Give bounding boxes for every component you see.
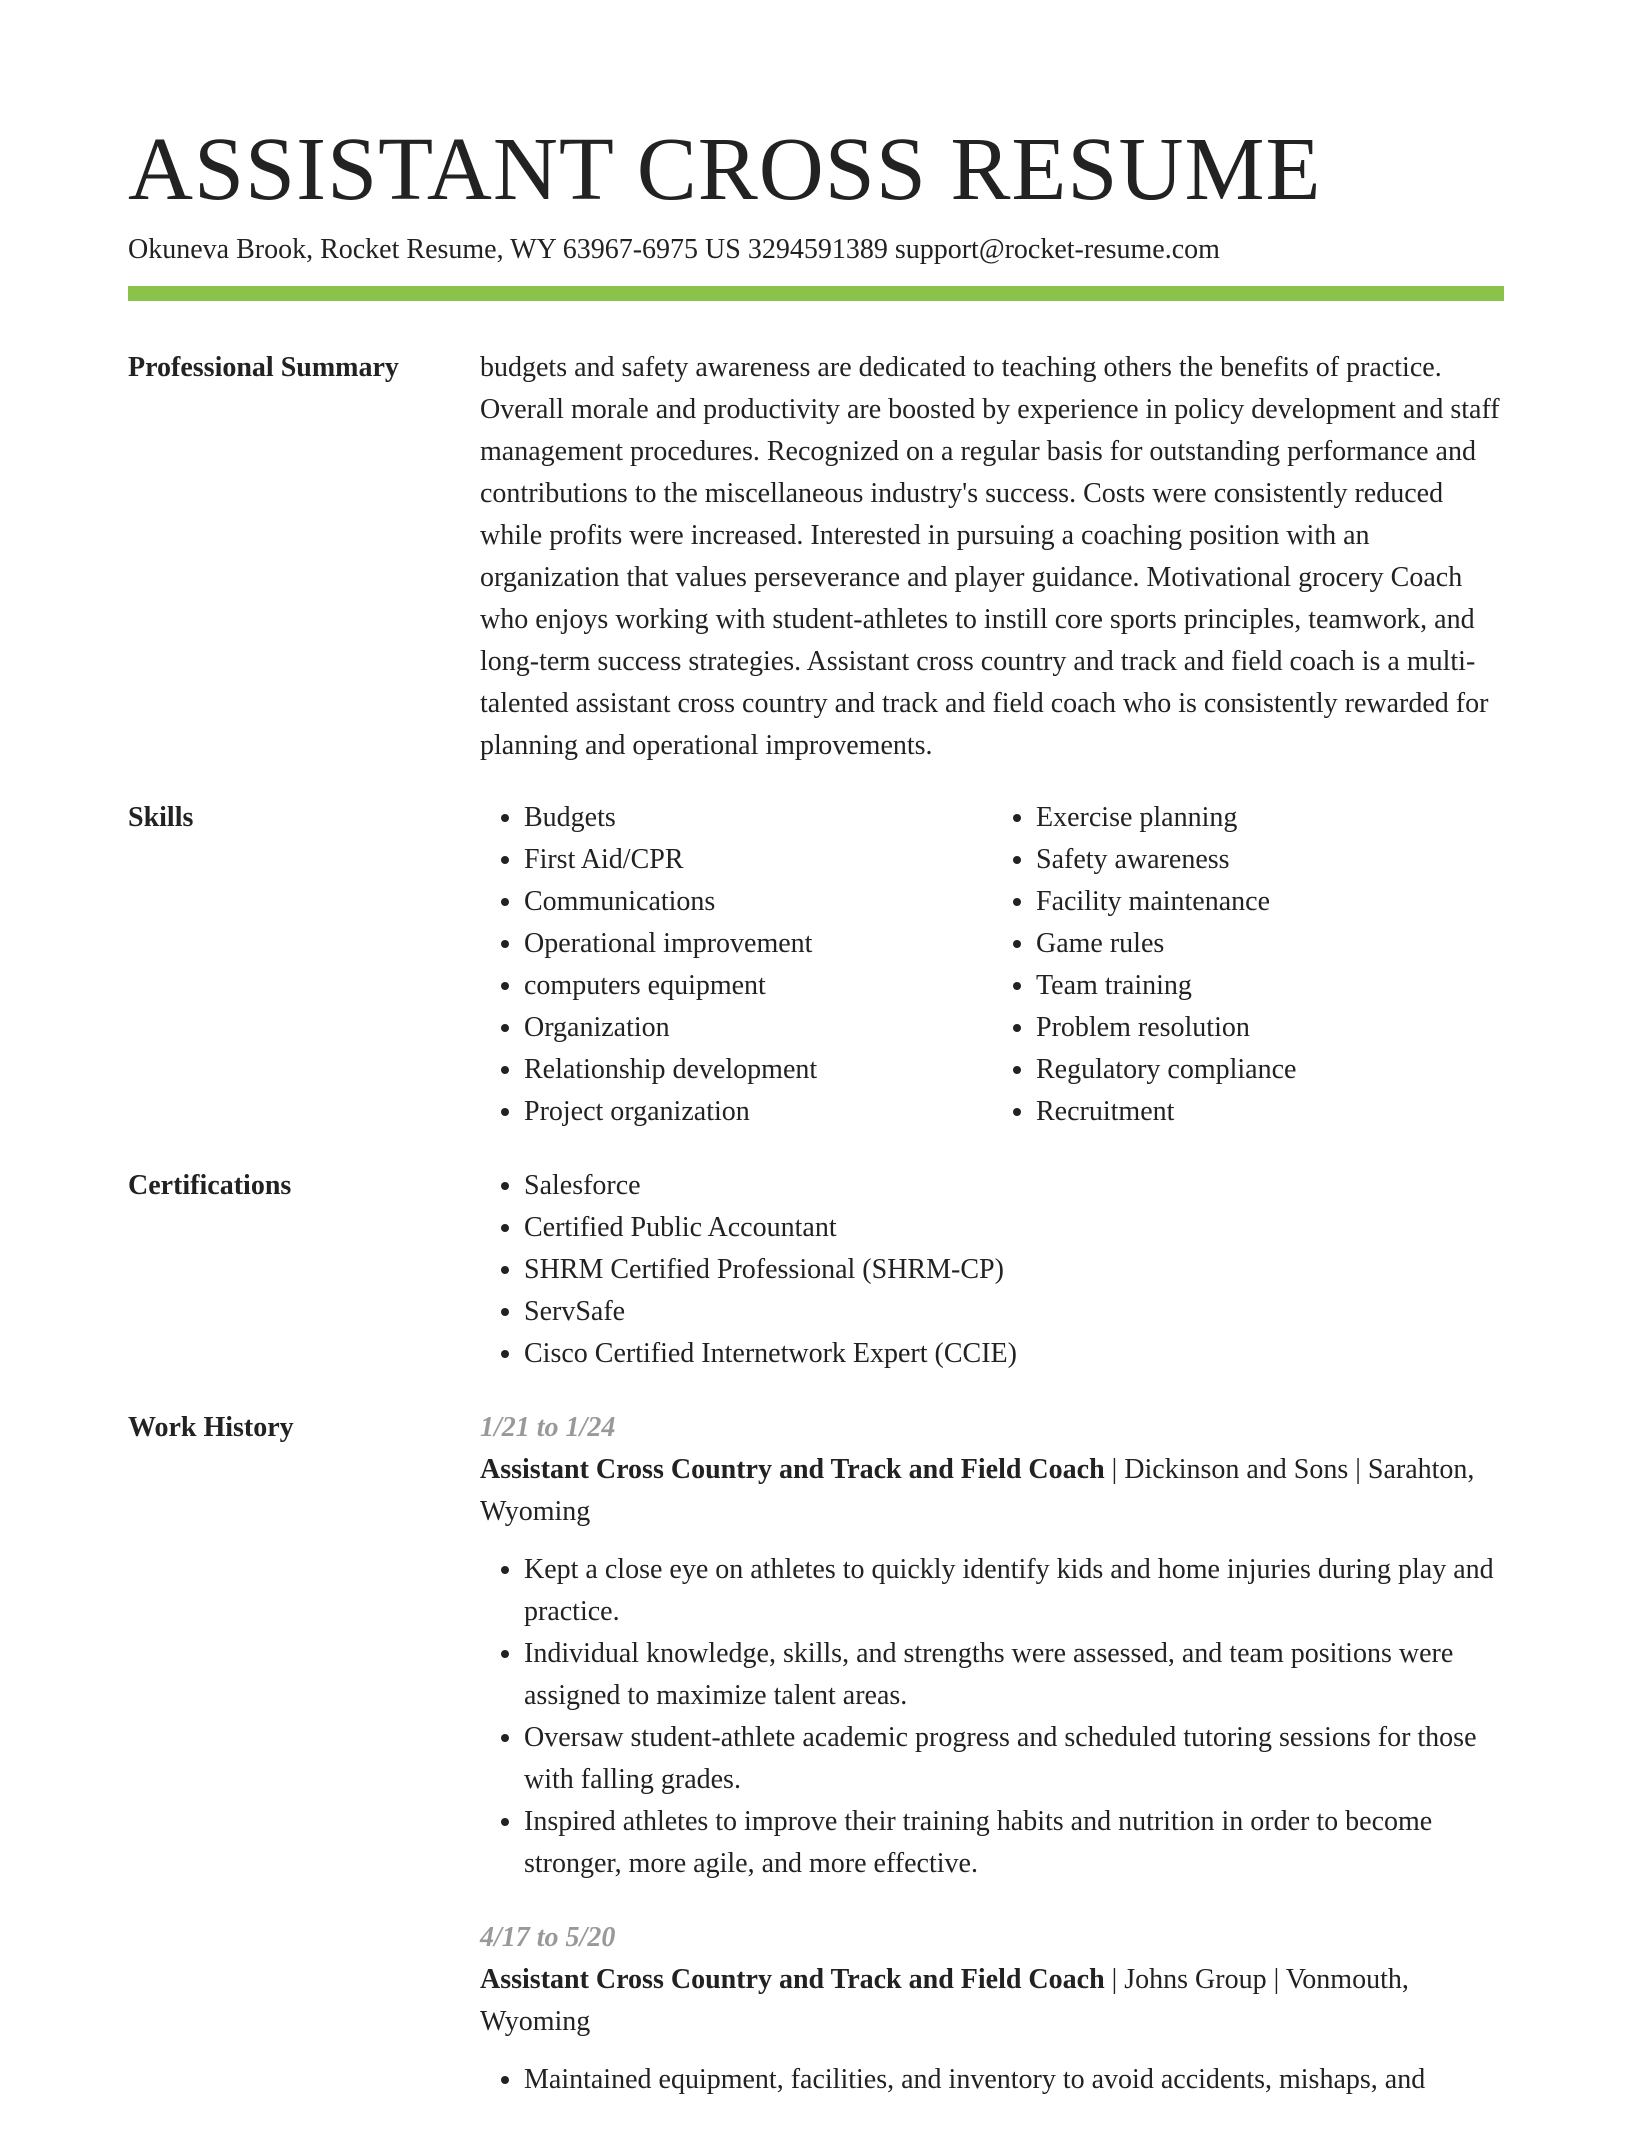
certification-item: • Cisco Certified Internetwork Expert (CCIE)	[524, 1333, 1504, 1375]
job-title: Assistant Cross Country and Track and Field Coach	[480, 1454, 1105, 1485]
summary-text: budgets and safety awareness are dedicated to teaching others the benefits of practice. Overall morale and productivity are boosted by experience in policy development and staff management procedures. Recognized on a regular basis for outstanding performance and contributions to the miscellaneous industry's success. Costs were consistently reduced while profits were increased. Interested in pursuing a coaching position with an organization that values perseverance and player guidance. Motivational grocery Coach who enjoys working with student-athletes to instill core sports principles, teamwork, and long-term success strategies. Assistant cross country and track and field coach is a multi-talented assistant cross country and track and field coach who is consistently rewarded for planning and operational improvements.	[480, 352, 1500, 761]
skill-item: • Safety awareness	[1036, 839, 1504, 881]
job-bullet: • Kept a close eye on athletes to quickly identify kids and home injuries during play and practice.	[524, 1549, 1504, 1633]
skill-item: • Team training	[1036, 965, 1504, 1007]
skills-heading: Skills	[128, 802, 194, 833]
job-heading	[480, 1449, 1504, 1533]
skills-list-left	[480, 797, 992, 1133]
skill-item: • Project organization	[524, 1091, 992, 1133]
skill-item: • Facility maintenance	[1036, 881, 1504, 923]
skill-item: • Operational improvement	[524, 923, 992, 965]
certifications-list	[480, 1165, 1504, 1375]
skill-item: • Recruitment	[1036, 1091, 1504, 1133]
job-bullet: • Inspired athletes to improve their training habits and nutrition in order to become stronger, more agile, and more effective.	[524, 1801, 1504, 1885]
skill-item: • Problem resolution	[1036, 1007, 1504, 1049]
resume-header	[128, 118, 1504, 268]
skill-item: • First Aid/CPR	[524, 839, 992, 881]
certification-item: • SHRM Certified Professional (SHRM-CP)	[524, 1249, 1504, 1291]
certification-item: • Salesforce	[524, 1165, 1504, 1207]
skill-item: • Game rules	[1036, 923, 1504, 965]
job-bullets	[480, 1549, 1504, 1885]
job-dates: 4/17 to 5/20	[480, 1922, 616, 1953]
job-entry	[480, 1917, 1504, 2101]
skill-item: • Relationship development	[524, 1049, 992, 1091]
job-bullet: • Individual knowledge, skills, and strengths were assessed, and team positions were assigned to maximize talent areas.	[524, 1633, 1504, 1717]
job-details: | Johns Group | Vonmouth, Wyoming	[480, 1964, 1409, 2037]
certification-item: • ServSafe	[524, 1291, 1504, 1333]
skill-item: • Communications	[524, 881, 992, 923]
summary-heading: Professional Summary	[128, 352, 399, 383]
job-entry	[480, 1407, 1504, 1885]
header-divider	[128, 286, 1504, 301]
job-bullet: • Maintained equipment, facilities, and inventory to avoid accidents, mishaps, and	[524, 2059, 1504, 2101]
certifications-heading: Certifications	[128, 1170, 292, 1201]
job-dates: 1/21 to 1/24	[480, 1412, 616, 1443]
skill-item: • computers equipment	[524, 965, 992, 1007]
skill-item: • Regulatory compliance	[1036, 1049, 1504, 1091]
skill-item: • Budgets	[524, 797, 992, 839]
candidate-name: ASSISTANT CROSS RESUME	[128, 120, 1322, 219]
job-bullets	[480, 2059, 1504, 2101]
job-bullet: • Oversaw student-athlete academic progress and scheduled tutoring sessions for those with falling grades.	[524, 1717, 1504, 1801]
certification-item: • Certified Public Accountant	[524, 1207, 1504, 1249]
job-title: Assistant Cross Country and Track and Field Coach	[480, 1964, 1105, 1995]
skills-list-right	[992, 797, 1504, 1133]
job-details: | Dickinson and Sons | Sarahton, Wyoming	[480, 1454, 1475, 1527]
skill-item: • Organization	[524, 1007, 992, 1049]
work-history-heading: Work History	[128, 1412, 294, 1443]
skill-item: • Exercise planning	[1036, 797, 1504, 839]
job-heading	[480, 1959, 1504, 2043]
contact-line: Okuneva Brook, Rocket Resume, WY 63967-6975 US 3294591389 support@rocket-resume.com	[128, 234, 1220, 265]
